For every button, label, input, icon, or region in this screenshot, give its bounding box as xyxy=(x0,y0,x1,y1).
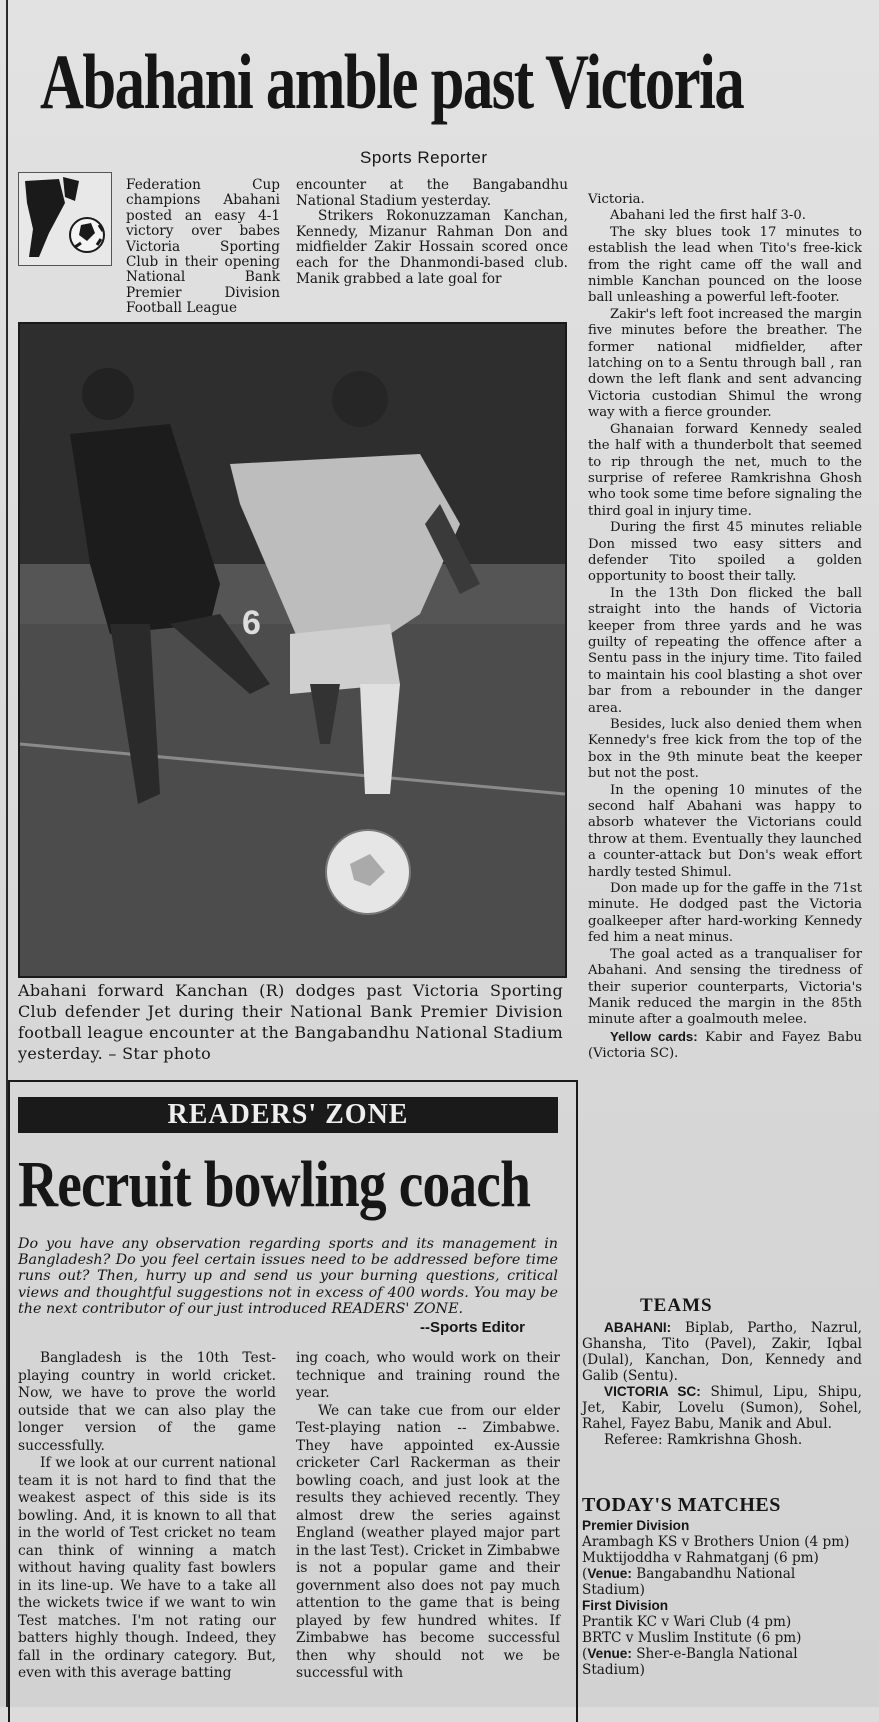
readers-zone-intro: Do you have any observation regarding sports and its management in Bangladesh? Do you feel certain issues need to be addressed before time runs out? Then, hurry up and send us your burning questions, critical views and thoughtful suggestions not in excess of 400 words. You may be the next contributor of our just introduced READERS' ZONE. xyxy=(18,1236,558,1317)
premier-division-label: Premier Division xyxy=(582,1518,690,1533)
todays-matches-title: TODAY'S MATCHES xyxy=(582,1494,781,1516)
rz-col1-para-1: If we look at our current national team it is not hard to find that the weakest aspect of this side is its bowling. And, it is known to all that in the world of Test cricket no team can think of winning a match without having quality fast bowlers in its line-up. We have to a take all the wickets twice if we want to win Test matches. I'm not rating our batters highly though. Indeed, they fall in the ordinary category. But, even with this average batting xyxy=(18,1455,276,1681)
rz-col1-para-0: Bangladesh is the 10th Test-playing country in world cricket. Now, we have to prove the world outside that we can also play the longer version of the game successfully. xyxy=(18,1350,276,1454)
col3-para-8: In the opening 10 minutes of the second half Abahani was happy to absorb whatever the Victorians could throw at them. Eventually they launched a counter-attack but Don's weak effort hardly tested Shimul. xyxy=(588,782,862,880)
first-venue: (Venue: Sher-e-Bangla National Stadium) xyxy=(582,1646,798,1678)
premier-match-1: Arambagh KS v Brothers Union (4 pm) xyxy=(582,1534,850,1550)
col3-para-3: Zakir's left foot increased the margin five minutes before the breather. The former national midfielder, after latching on to a Sentu through ball , ran down the left flank and sent advancing Victoria custodian Shimul the wrong way with a fierce grounder. xyxy=(588,306,862,421)
col3-para-2: The sky blues took 17 minutes to establish the lead when Tito's free-kick from the right came off the wall and nimble Kanchan pounced on the loose ball unleashing a powerful left-footer. xyxy=(588,224,862,306)
col3-para-5: During the first 45 minutes reliable Don missed two easy sitters and defender Tito spoiled a golden opportunity to boost their tally. xyxy=(588,520,862,585)
article-lead-col2 xyxy=(296,178,568,287)
col3-para-6: In the 13th Don flicked the ball straight into the hands of Victoria keeper from three yards and he was guilty of repeating the offence after a Sentu pass in the injury time. Tito failed to maintain his cool blasting a shot over bar from a rebounder in the danger area. xyxy=(588,585,862,716)
venue-1: Bangabandhu National Stadium) xyxy=(582,1566,796,1598)
teams-box xyxy=(582,1320,862,1448)
football-boot-icon xyxy=(18,172,112,266)
article-col3 xyxy=(588,192,862,1063)
col3-para-0: Victoria. xyxy=(588,192,645,207)
lead-paragraph: Federation Cup champions Abahani posted an easy 4-1 victory over babes Victoria Sporting Club in their opening National Bank Premier Division Football League xyxy=(126,177,280,317)
yellow-cards-text: Kabir and Fayez Babu (Victoria SC). xyxy=(588,1029,862,1062)
scorers-paragraph: Strikers Rokonuzzaman Kanchan, Kennedy, Mizanur Rahman Don and midfielder Zakir Hossain scored once each for the Dhanmondi-based club. Manik grabbed a late goal for xyxy=(296,208,568,287)
yellow-cards xyxy=(588,1029,862,1063)
readers-zone-col2 xyxy=(296,1350,560,1683)
match-photo xyxy=(18,322,567,978)
svg-text:6: 6 xyxy=(242,604,261,642)
readers-zone-col1 xyxy=(18,1350,276,1683)
abahani-label: ABAHANI: xyxy=(604,1320,672,1335)
readers-zone-signature: --Sports Editor xyxy=(420,1319,525,1336)
abahani-lineup xyxy=(582,1320,862,1384)
first-division-label: First Division xyxy=(582,1598,669,1613)
rz-col2-para-0: ing coach, who would work on their technique and training round the year. xyxy=(296,1350,560,1401)
venue-label-1: Venue: xyxy=(587,1566,632,1581)
yellow-cards-label: Yellow cards: xyxy=(610,1028,698,1044)
lead-paragraph-2: encounter at the Bangabandhu National Stadium yesterday. xyxy=(296,177,568,209)
article-lead-col1 xyxy=(126,177,280,317)
victoria-label: VICTORIA SC: xyxy=(604,1384,701,1399)
article-headline: Abahani amble past Victoria xyxy=(40,38,744,125)
premier-venue: (Venue: Bangabandhu National Stadium) xyxy=(582,1566,796,1598)
readers-zone-banner: READERS' ZONE xyxy=(18,1097,558,1133)
first-match-2: BRTC v Muslim Institute (6 pm) xyxy=(582,1630,802,1646)
byline: Sports Reporter xyxy=(360,148,488,167)
rz-col2-para-1: We can take cue from our elder Test-playing nation -- Zimbabwe. They have appointed ex-Aussie cricketer Carl Rackerman as their bowling coach, and just look at the results they achieved recently. They almost drew the series against England (weather played major part in the last Test). Cricket in Zimbabwe is not a popular game and their government also does not pay much attention to the game that is being played by few hundred whites. If Zimbabwe has become successful then why should not we be successful with xyxy=(296,1402,560,1681)
venue-label-2: Venue: xyxy=(587,1646,632,1661)
abahani-players: Biplab, Partho, Nazrul, Ghansha, Tito (Pavel), Zakir, Iqbal (Dulal), Kanchan, Don, Kennedy and Galib (Sentu). xyxy=(582,1320,862,1384)
readers-zone-headline: Recruit bowling coach xyxy=(18,1148,531,1221)
photo-caption: Abahani forward Kanchan (R) dodges past Victoria Sporting Club defender Jet during their National Bank Premier Division football league encounter at the Bangabandhu National Stadium yesterday. – Star photo xyxy=(18,981,563,1063)
readers-zone-headline-box xyxy=(18,1142,563,1232)
col3-para-10: The goal acted as a tranqualiser for Abahani. And sensing the tiredness of their superior counterparts, Victoria's Manik reduced the margin in the 85th minute after a goalmouth melee. xyxy=(588,946,862,1028)
first-match-1: Prantik KC v Wari Club (4 pm) xyxy=(582,1614,792,1630)
todays-matches-box xyxy=(582,1518,852,1678)
headline-box xyxy=(26,18,866,125)
victoria-lineup xyxy=(582,1384,862,1432)
col3-para-1: Abahani led the first half 3-0. xyxy=(610,208,806,224)
teams-title: TEAMS xyxy=(640,1295,713,1316)
victoria-players: Shimul, Lipu, Shipu, Jet, Kabir, Lovelu (Sumon), Sohel, Rahel, Fayez Babu, Manik and Abul. xyxy=(582,1384,862,1432)
col3-para-4: Ghanaian forward Kennedy sealed the half with a thunderbolt that seemed to rip through the net, much to the surprise of referee Ramkrishna Ghosh who took some time before signaling the third goal in injury time. xyxy=(588,421,862,519)
venue-2: Sher-e-Bangla National Stadium) xyxy=(582,1646,798,1678)
col3-para-9: Don made up for the gaffe in the 71st minute. He dodged past the Victoria goalkeeper after hard-working Kennedy fed him a neat minus. xyxy=(588,881,862,946)
referee: Referee: Ramkrishna Ghosh. xyxy=(604,1432,803,1448)
col3-para-7: Besides, luck also denied them when Kennedy's free kick from the top of the box in the 9th minute beat the keeper but not the post. xyxy=(588,717,862,782)
premier-match-2: Muktijoddha v Rahmatganj (6 pm) xyxy=(582,1550,819,1566)
